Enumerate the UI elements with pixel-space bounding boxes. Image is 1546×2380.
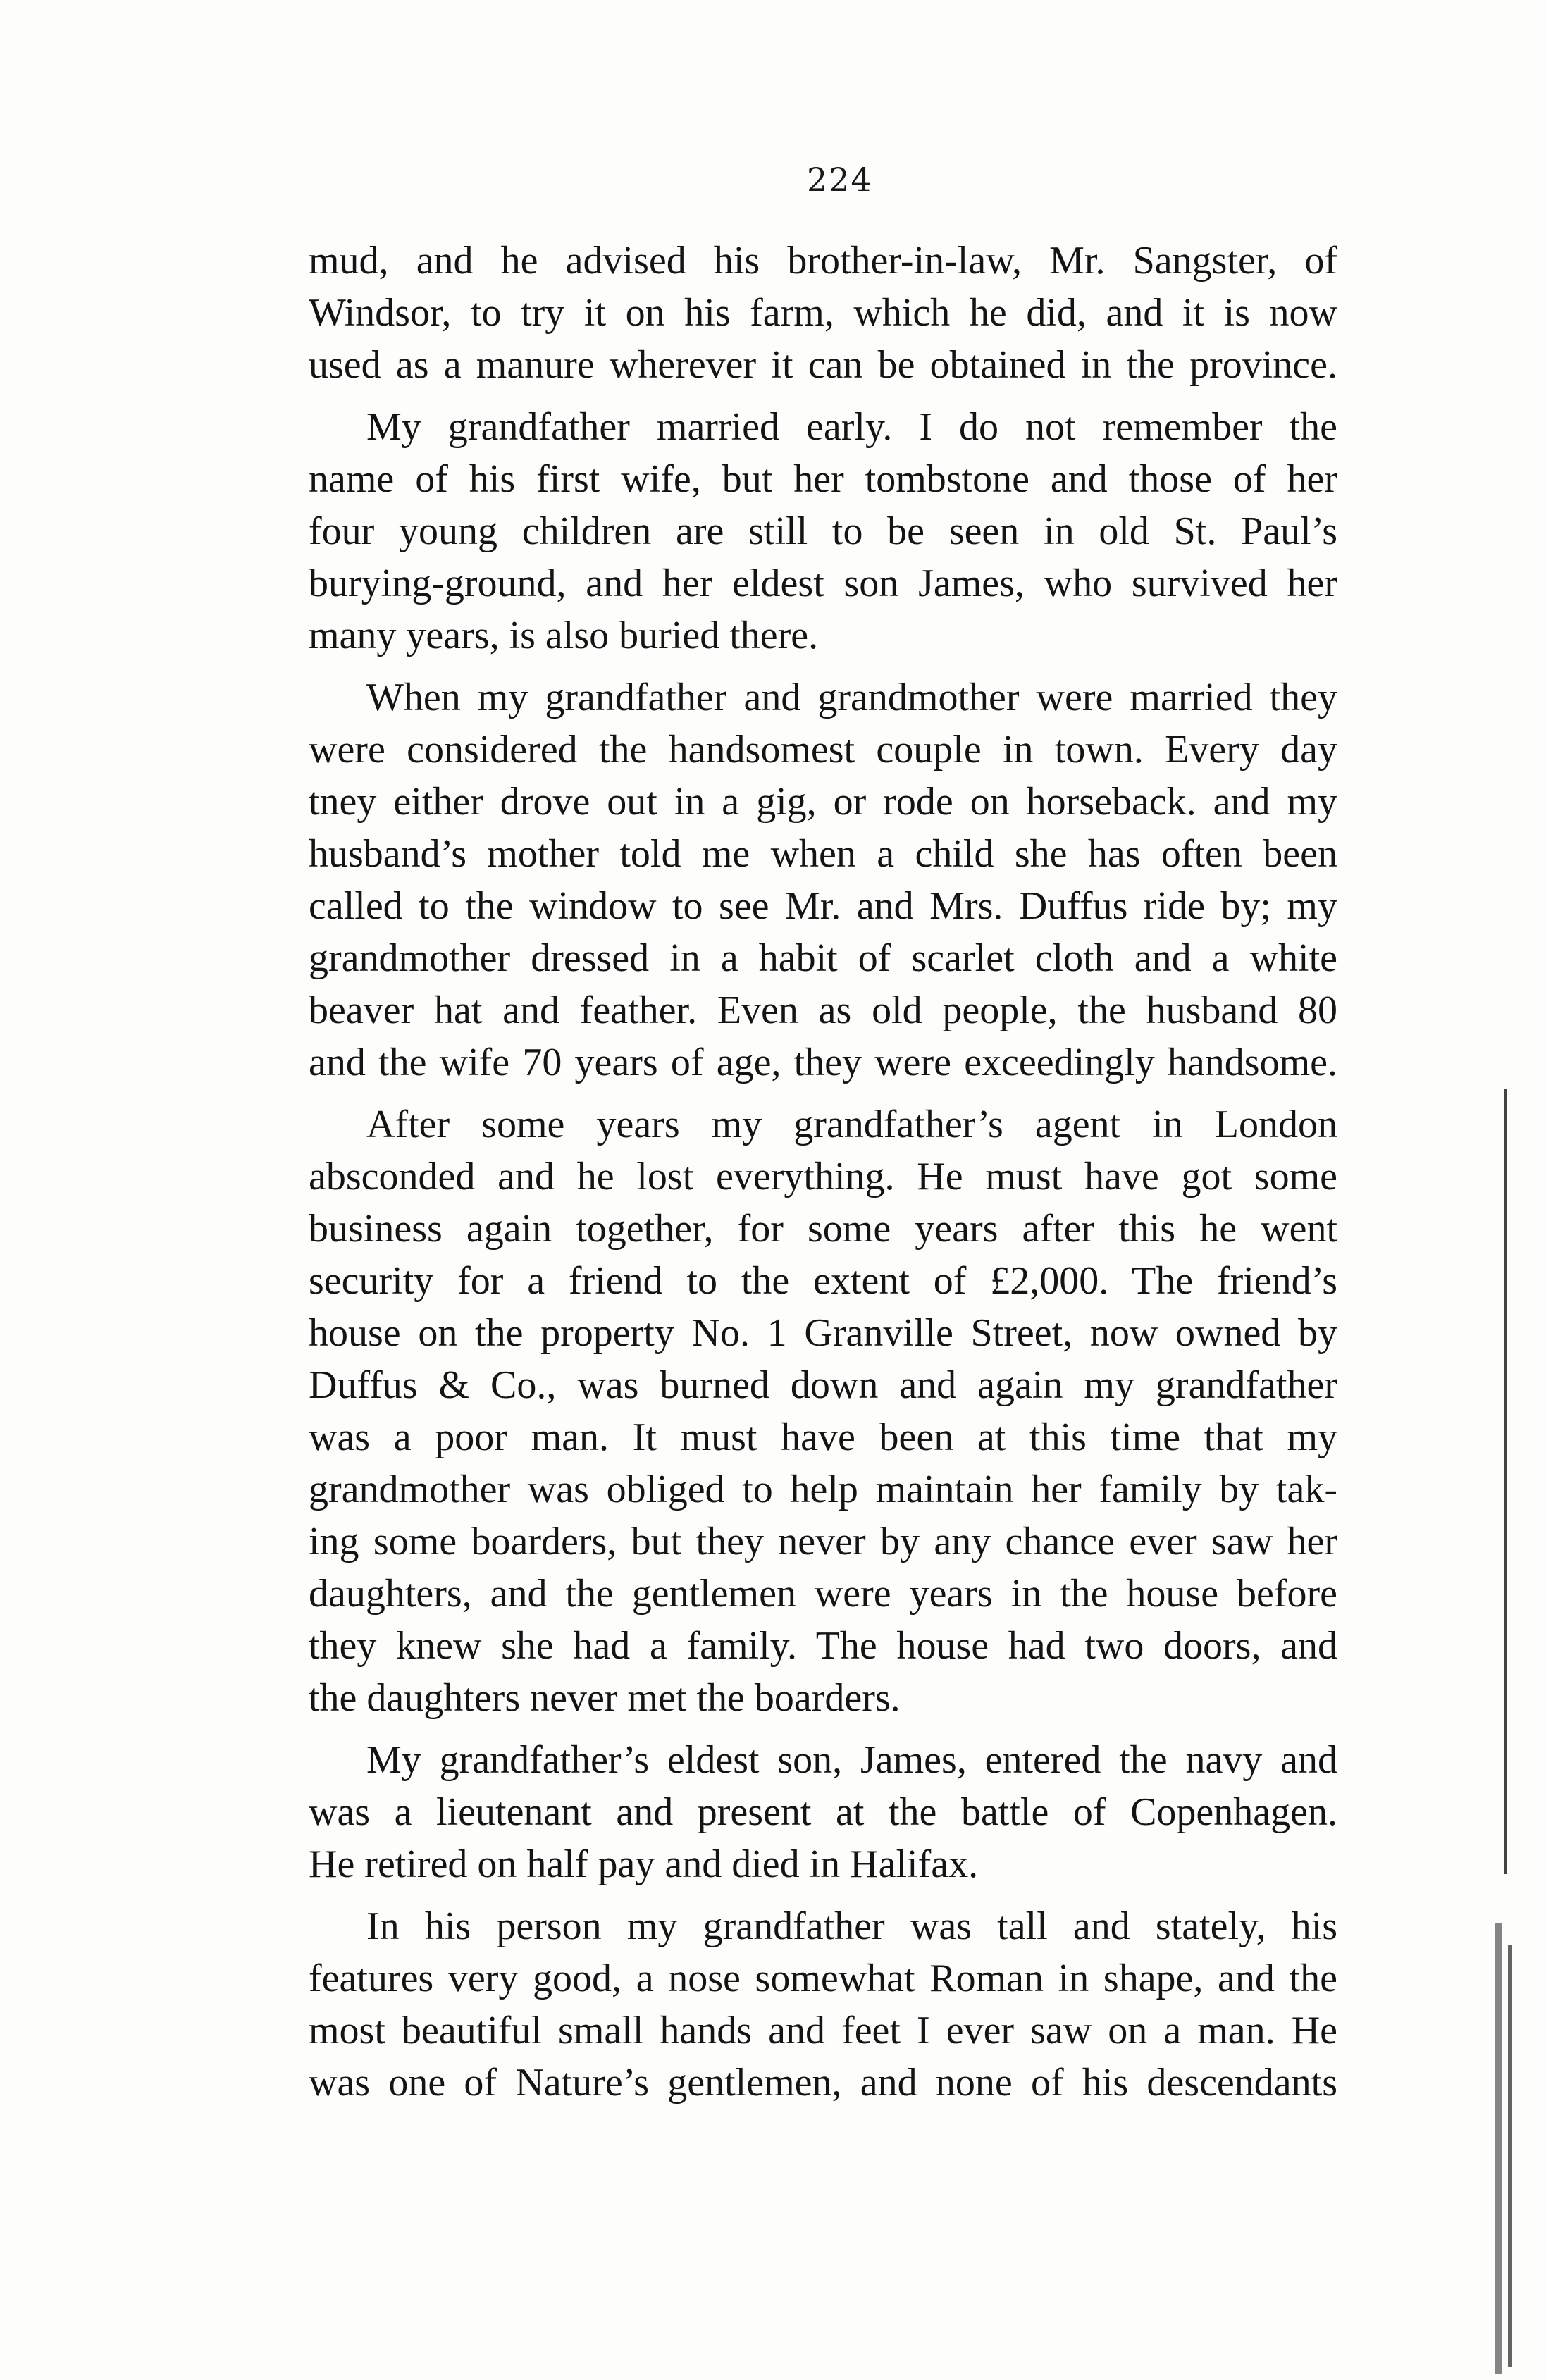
text-line: most beautiful small hands and feet I ever saw on a man. He [309, 2009, 1337, 2052]
binding-edge-line [1504, 1089, 1507, 1874]
text-line: name of his first wife, but her tombstone and those of her [309, 457, 1337, 501]
text-line: was one of Nature’s gentlemen, and none of his descendants [309, 2061, 1337, 2105]
text-line: He retired on half pay and died in Halifax. [309, 1842, 979, 1886]
text-line: they knew she had a family. The house had two doors, and [309, 1624, 1337, 1668]
text-line: the daughters never met the boarders. [309, 1676, 901, 1720]
binding-edge-shadow [1495, 1923, 1502, 2374]
text-line: grandmother was obliged to help maintain her family by tak- [309, 1468, 1337, 1511]
text-line: Windsor, to try it on his farm, which he did, and it is now [309, 291, 1337, 335]
text-line: many years, is also buried there. [309, 614, 819, 657]
text-line: absconded and he lost everything. He must have got some [309, 1155, 1337, 1198]
text-line: business again together, for some years after this he went [309, 1207, 1337, 1251]
text-line: house on the property No. 1 Granville Street, now owned by [309, 1311, 1337, 1355]
text-line: After some years my grandfather’s agent in London [366, 1103, 1337, 1146]
text-line: When my grandfather and grandmother were married they [366, 676, 1337, 719]
text-line: tney either drove out in a gig, or rode on horseback. and my [309, 780, 1337, 824]
text-line: My grandfather married early. I do not remember the [366, 405, 1337, 449]
page-number: 224 [807, 161, 873, 199]
text-line: and the wife 70 years of age, they were exceedingly handsome. [309, 1041, 1337, 1084]
text-line: Duffus & Co., was burned down and again my grandfather [309, 1363, 1337, 1407]
text-line: features very good, a nose somewhat Roman in shape, and the [309, 1957, 1337, 2000]
text-line: mud, and he advised his brother-in-law, Mr. Sangster, of [309, 239, 1337, 283]
text-line: ing some boarders, but they never by any chance ever saw her [309, 1520, 1337, 1563]
text-line: four young children are still to be seen in old St. Paul’s [309, 509, 1337, 553]
text-line: security for a friend to the extent of £2,000. The friend’s [309, 1259, 1337, 1303]
text-line: beaver hat and feather. Even as old people, the husband 80 [309, 988, 1337, 1032]
text-line: was a poor man. It must have been at this time that my [309, 1415, 1337, 1459]
text-line: grandmother dressed in a habit of scarlet cloth and a white [309, 936, 1337, 980]
text-line: In his person my grandfather was tall and stately, his [366, 1904, 1337, 1948]
text-line: daughters, and the gentlemen were years in the house before [309, 1572, 1337, 1616]
text-line: husband’s mother told me when a child she has often been [309, 832, 1337, 876]
binding-edge-shadow [1508, 1945, 1512, 2367]
text-line: called to the window to see Mr. and Mrs. Duffus ride by; my [309, 884, 1337, 928]
text-line: My grandfather’s eldest son, James, entered the navy and [366, 1738, 1337, 1782]
text-line: were considered the handsomest couple in town. Every day [309, 728, 1337, 771]
text-line: was a lieutenant and present at the battle of Copenhagen. [309, 1790, 1337, 1834]
text-line: burying-ground, and her eldest son James, who survived her [309, 562, 1337, 605]
text-line: used as a manure wherever it can be obtained in the province. [309, 343, 1337, 387]
